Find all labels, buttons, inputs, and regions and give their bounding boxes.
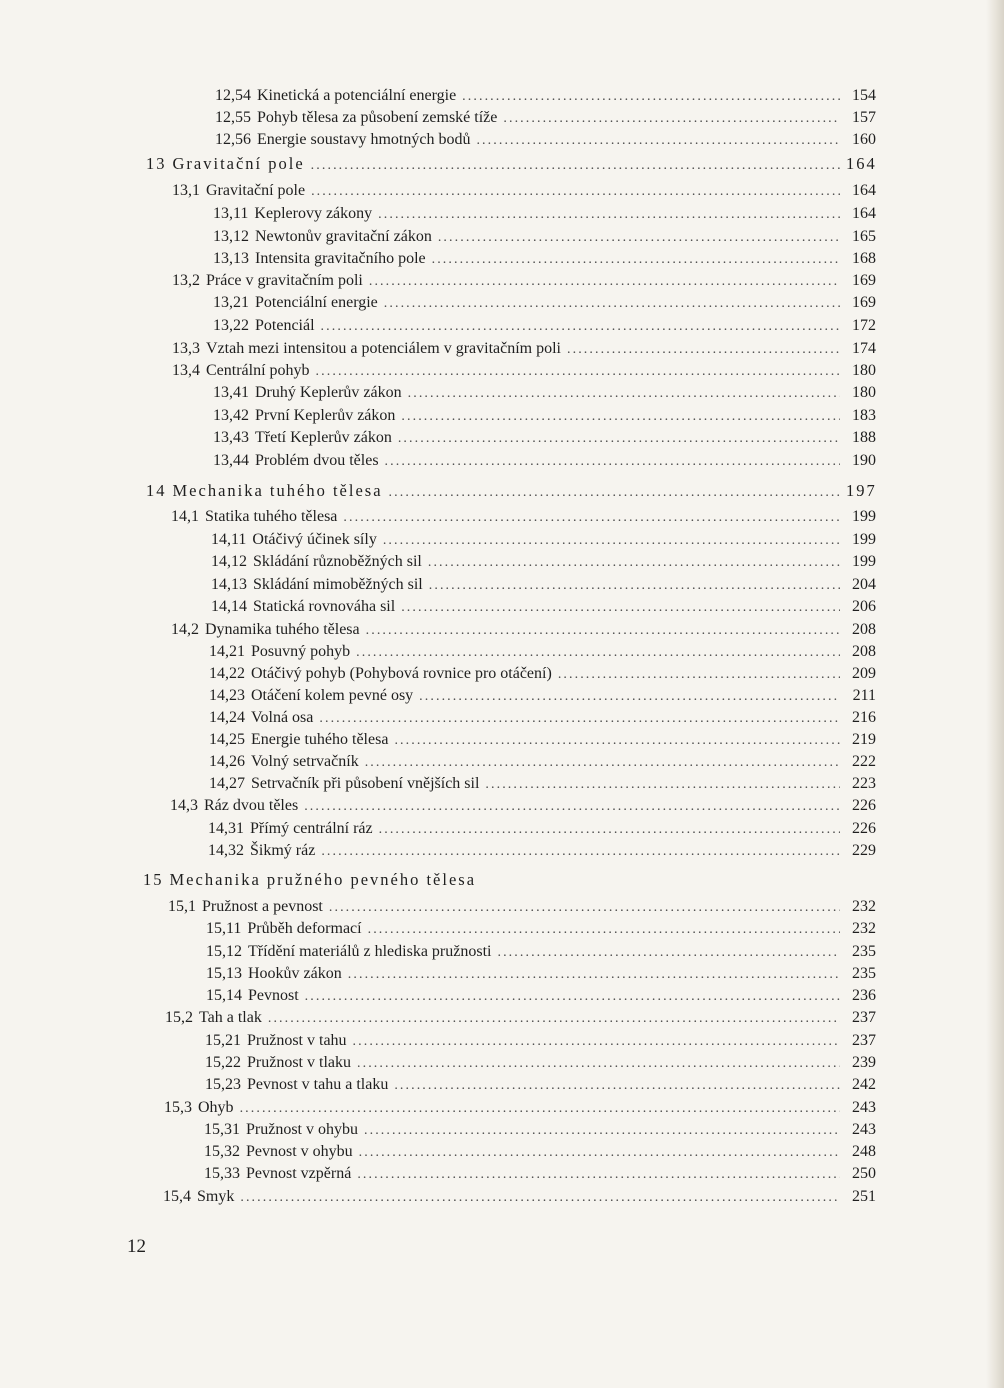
entry-title: Volný setrvačník (251, 753, 359, 770)
toc-entry-13-41 (213, 382, 876, 404)
entry-title: Skládání různoběžných sil (253, 553, 422, 570)
entry-title: Keplerovy zákony (254, 205, 373, 222)
entry-title: Gravitační pole (172, 154, 305, 173)
entry-number: 15,23 (205, 1076, 241, 1093)
toc-entry-15-32 (204, 1141, 876, 1163)
entry-number: 13,2 (172, 272, 200, 289)
dot-leader (379, 819, 840, 841)
entry-page: 169 (852, 272, 876, 289)
entry-number: 15,3 (164, 1099, 192, 1116)
toc-entry-15-23 (205, 1074, 876, 1096)
entry-number: 13,1 (172, 182, 200, 199)
entry-number: 15,22 (205, 1054, 241, 1071)
entry-number: 14,11 (211, 531, 247, 548)
dot-leader (305, 986, 840, 1008)
entry-number: 14,24 (209, 709, 245, 726)
entry-title: Práce v gravitačním poli (206, 272, 363, 289)
entry-title: Ráz dvou těles (204, 797, 299, 814)
entry-page: 237 (852, 1032, 876, 1049)
entry-title: Setrvačník při působení vnějších sil (251, 775, 480, 792)
entry-page: 204 (852, 576, 876, 593)
dot-leader (316, 361, 840, 383)
dot-leader (311, 181, 840, 203)
entry-page: 188 (852, 429, 876, 446)
dot-leader (364, 1120, 840, 1142)
dot-leader (428, 552, 840, 574)
toc-entry-14-22 (209, 663, 876, 685)
toc-entry-13-44 (213, 450, 876, 472)
dot-leader (476, 130, 840, 152)
entry-number: 14,23 (209, 687, 245, 704)
dot-leader (357, 1164, 840, 1186)
dot-leader (462, 86, 840, 108)
entry-title: První Keplerův zákon (255, 407, 396, 424)
entry-title: Statická rovnováha sil (253, 598, 396, 615)
toc-entry-15-4 (163, 1186, 876, 1208)
entry-page: 208 (852, 621, 876, 638)
dot-leader (432, 249, 840, 271)
entry-number: 13,11 (213, 205, 249, 222)
entry-number: 14,31 (208, 820, 244, 837)
entry-title: Vztah mezi intensitou a potenciálem v gravitačním poli (206, 340, 561, 357)
entry-page: 168 (852, 250, 876, 267)
toc-entry-15-13 (206, 963, 876, 985)
entry-page: 180 (852, 384, 876, 401)
entry-page: 183 (852, 407, 876, 424)
entry-number: 14,27 (209, 775, 245, 792)
entry-title: Volná osa (251, 709, 314, 726)
entry-page: 232 (852, 898, 876, 915)
entry-page: 174 (852, 340, 876, 357)
dot-leader (398, 428, 840, 450)
entry-page: 226 (852, 797, 876, 814)
entry-number: 15,31 (204, 1121, 240, 1138)
entry-title: Statika tuhého tělesa (205, 508, 338, 525)
entry-page: 164 (846, 154, 877, 173)
toc-entry-12-55 (215, 107, 876, 129)
entry-title: Posuvný pohyb (251, 643, 351, 660)
toc-entry-14-32 (208, 840, 876, 862)
entry-number: 15,14 (206, 987, 242, 1004)
dot-leader (368, 919, 840, 941)
entry-number: 13,13 (213, 250, 249, 267)
entry-title: Pevnost (248, 987, 299, 1004)
entry-page: 206 (852, 598, 876, 615)
toc-entry-15-14 (206, 985, 876, 1007)
dot-leader (356, 642, 840, 664)
entry-number: 15,13 (206, 965, 242, 982)
toc-entry-12-56 (215, 129, 876, 151)
dot-leader (385, 451, 840, 473)
toc-entry-13-13 (213, 248, 876, 270)
entry-title: Energie soustavy hmotných bodů (257, 131, 471, 148)
entry-page: 226 (852, 820, 876, 837)
toc-entry-13-4 (172, 360, 876, 382)
entry-number: 14,22 (209, 665, 245, 682)
entry-title: Gravitační pole (206, 182, 306, 199)
entry-number: 13,22 (213, 317, 249, 334)
toc-entry-14-12 (211, 551, 876, 573)
entry-title: Problém dvou těles (255, 452, 379, 469)
entry-page: 199 (852, 553, 876, 570)
entry-page: 243 (852, 1121, 876, 1138)
entry-page: 232 (852, 920, 876, 937)
toc-entry-13-12 (213, 226, 876, 248)
entry-title: Třídění materiálů z hlediska pružnosti (248, 943, 492, 960)
dot-leader (378, 204, 840, 226)
entry-title: Pevnost vzpěrná (246, 1165, 352, 1182)
dot-leader (343, 507, 840, 529)
entry-title: Druhý Keplerův zákon (255, 384, 402, 401)
entry-number: 14,21 (209, 643, 245, 660)
toc-entry-14-2 (171, 619, 876, 641)
toc-entry-14-23 (209, 685, 876, 707)
entry-number: 14,25 (209, 731, 245, 748)
entry-page: 154 (852, 87, 876, 104)
dot-leader (304, 796, 840, 818)
entry-number: 13,43 (213, 429, 249, 446)
entry-title: Šikmý ráz (250, 842, 316, 859)
toc-entry-15-21 (205, 1030, 876, 1052)
toc-entry-13-1 (172, 180, 876, 202)
entry-page: 223 (852, 775, 876, 792)
entry-title: Smyk (197, 1188, 235, 1205)
entry-title: Třetí Keplerův zákon (255, 429, 392, 446)
entry-title: Skládání mimoběžných sil (253, 576, 423, 593)
dot-leader (485, 774, 840, 796)
entry-page: 237 (852, 1009, 876, 1026)
entry-title: Hookův zákon (248, 965, 342, 982)
entry-page: 251 (852, 1188, 876, 1205)
entry-page: 190 (852, 452, 876, 469)
toc-entry-14-14 (211, 596, 876, 618)
entry-number: 14,1 (171, 508, 199, 525)
entry-page: 235 (852, 943, 876, 960)
dot-leader (365, 752, 840, 774)
page-number: 12 (127, 1236, 146, 1257)
dot-leader (353, 1031, 840, 1053)
toc-entry-14-31 (208, 818, 876, 840)
entry-number: 14,32 (208, 842, 244, 859)
entry-title: Otáčení kolem pevné osy (251, 687, 414, 704)
entry-page: 242 (852, 1076, 876, 1093)
entry-page: 164 (852, 182, 876, 199)
entry-page: 172 (852, 317, 876, 334)
entry-number: 15,12 (206, 943, 242, 960)
dot-leader (366, 620, 840, 642)
entry-page: 199 (852, 531, 876, 548)
toc-entry-13-21 (213, 292, 876, 314)
toc-entry-14-24 (209, 707, 876, 729)
toc-entry-14-1 (171, 506, 876, 528)
dot-leader (384, 293, 840, 315)
toc-entry-13-2 (172, 270, 876, 292)
entry-number: 14 (146, 481, 167, 500)
entry-number: 14,13 (211, 576, 247, 593)
entry-number: 15,1 (168, 898, 196, 915)
entry-number: 15 (143, 870, 164, 889)
entry-title: Tah a tlak (199, 1009, 262, 1026)
entry-title: Pružnost v tahu (247, 1032, 347, 1049)
toc-entry-14-3 (170, 795, 876, 817)
entry-title: Pružnost v tlaku (247, 1054, 351, 1071)
dot-leader (394, 730, 840, 752)
entry-number: 12,54 (215, 87, 251, 104)
toc-entry-15-2 (165, 1007, 876, 1029)
toc-entry-15-3 (164, 1097, 876, 1119)
entry-page: 229 (852, 842, 876, 859)
toc-entry-15-1 (168, 896, 876, 918)
entry-page: 197 (846, 481, 877, 500)
dot-leader (321, 316, 840, 338)
toc-entry-15-11 (206, 918, 876, 940)
entry-page: 219 (852, 731, 876, 748)
dot-leader (357, 1053, 840, 1075)
dot-leader (438, 227, 840, 249)
dot-leader (497, 942, 840, 964)
dot-leader (311, 155, 840, 177)
entry-title: Mechanika pružného pevného tělesa (169, 870, 477, 889)
entry-page: 169 (852, 294, 876, 311)
entry-number: 13 (146, 154, 167, 173)
toc-entry-12-54 (215, 85, 876, 107)
entry-title: Kinetická a potenciální energie (257, 87, 457, 104)
entry-number: 15,32 (204, 1143, 240, 1160)
entry-title: Centrální pohyb (206, 362, 310, 379)
entry-number: 14,14 (211, 598, 247, 615)
entry-page: 222 (852, 753, 876, 770)
entry-title: Otáčivý účinek síly (252, 531, 377, 548)
entry-title: Potenciální energie (255, 294, 378, 311)
entry-number: 15,11 (206, 920, 242, 937)
entry-number: 15,33 (204, 1165, 240, 1182)
entry-number: 13,21 (213, 294, 249, 311)
entry-title: Pevnost v tahu a tlaku (247, 1076, 389, 1093)
entry-page: 216 (852, 709, 876, 726)
entry-page: 164 (852, 205, 876, 222)
entry-number: 13,3 (172, 340, 200, 357)
entry-title: Dynamika tuhého tělesa (205, 621, 360, 638)
entry-page: 250 (852, 1165, 876, 1182)
dot-leader (240, 1098, 840, 1120)
entry-title: Ohyb (198, 1099, 234, 1116)
entry-number: 12,55 (215, 109, 251, 126)
toc-entry-14-11 (211, 529, 876, 551)
toc-chapter-15 (143, 869, 876, 891)
entry-title: Mechanika tuhého tělesa (172, 481, 383, 500)
dot-leader (383, 530, 840, 552)
entry-title: Přímý centrální ráz (250, 820, 373, 837)
entry-page: 248 (852, 1143, 876, 1160)
entry-title: Intensita gravitačního pole (255, 250, 426, 267)
entry-number: 12,56 (215, 131, 251, 148)
entry-page: 236 (852, 987, 876, 1004)
entry-number: 14,3 (170, 797, 198, 814)
dot-leader (389, 482, 840, 504)
dot-leader (394, 1075, 840, 1097)
entry-title: Otáčivý pohyb (Pohybová rovnice pro otáčení) (251, 665, 552, 682)
toc-entry-15-22 (205, 1052, 876, 1074)
dot-leader (359, 1142, 840, 1164)
toc-entry-14-25 (209, 729, 876, 751)
entry-number: 15,4 (163, 1188, 191, 1205)
entry-number: 14,26 (209, 753, 245, 770)
entry-page: 243 (852, 1099, 876, 1116)
page-edge-shadow (986, 0, 1004, 1388)
entry-page: 199 (852, 508, 876, 525)
dot-leader (240, 1187, 840, 1209)
entry-number: 15,21 (205, 1032, 241, 1049)
toc-entry-13-3 (172, 338, 876, 360)
entry-title: Potenciál (255, 317, 315, 334)
toc-entry-14-13 (211, 574, 876, 596)
entry-page: 235 (852, 965, 876, 982)
dot-leader (558, 664, 840, 686)
entry-title: Energie tuhého tělesa (251, 731, 389, 748)
dot-leader (567, 339, 840, 361)
toc-entry-15-31 (204, 1119, 876, 1141)
entry-number: 14,12 (211, 553, 247, 570)
entry-title: Pevnost v ohybu (246, 1143, 353, 1160)
entry-number: 13,41 (213, 384, 249, 401)
toc-entry-13-42 (213, 405, 876, 427)
toc-entry-14-21 (209, 641, 876, 663)
toc-entry-15-33 (204, 1163, 876, 1185)
entry-page: 208 (852, 643, 876, 660)
dot-leader (401, 597, 840, 619)
dot-leader (408, 383, 840, 405)
toc-chapter-13 (146, 153, 876, 175)
entry-page: 157 (852, 109, 876, 126)
entry-page: 239 (852, 1054, 876, 1071)
toc-entry-15-12 (206, 941, 876, 963)
entry-page: 165 (852, 228, 876, 245)
entry-page: 211 (852, 687, 876, 704)
dot-leader (503, 108, 840, 130)
entry-title: Pružnost v ohybu (246, 1121, 358, 1138)
entry-page: 209 (852, 665, 876, 682)
entry-title: Pohyb tělesa za působení zemské tíže (257, 109, 498, 126)
dot-leader (329, 897, 840, 919)
toc-entry-13-22 (213, 315, 876, 337)
dot-leader (419, 686, 840, 708)
entry-number: 13,44 (213, 452, 249, 469)
toc-entry-14-27 (209, 773, 876, 795)
entry-title: Průběh deformací (247, 920, 362, 937)
entry-page: 180 (852, 362, 876, 379)
entry-title: Pružnost a pevnost (202, 898, 323, 915)
dot-leader (319, 708, 840, 730)
toc-chapter-14 (146, 480, 876, 502)
dot-leader (369, 271, 840, 293)
entry-number: 13,4 (172, 362, 200, 379)
entry-number: 13,12 (213, 228, 249, 245)
entry-page: 160 (852, 131, 876, 148)
dot-leader (401, 406, 840, 428)
entry-title: Newtonův gravitační zákon (255, 228, 432, 245)
entry-number: 14,2 (171, 621, 199, 638)
dot-leader (321, 841, 840, 863)
toc-entry-14-26 (209, 751, 876, 773)
entry-number: 15,2 (165, 1009, 193, 1026)
dot-leader (348, 964, 840, 986)
dot-leader (429, 575, 840, 597)
toc-entry-13-11 (213, 203, 876, 225)
entry-number: 13,42 (213, 407, 249, 424)
dot-leader (268, 1008, 840, 1030)
toc-entry-13-43 (213, 427, 876, 449)
